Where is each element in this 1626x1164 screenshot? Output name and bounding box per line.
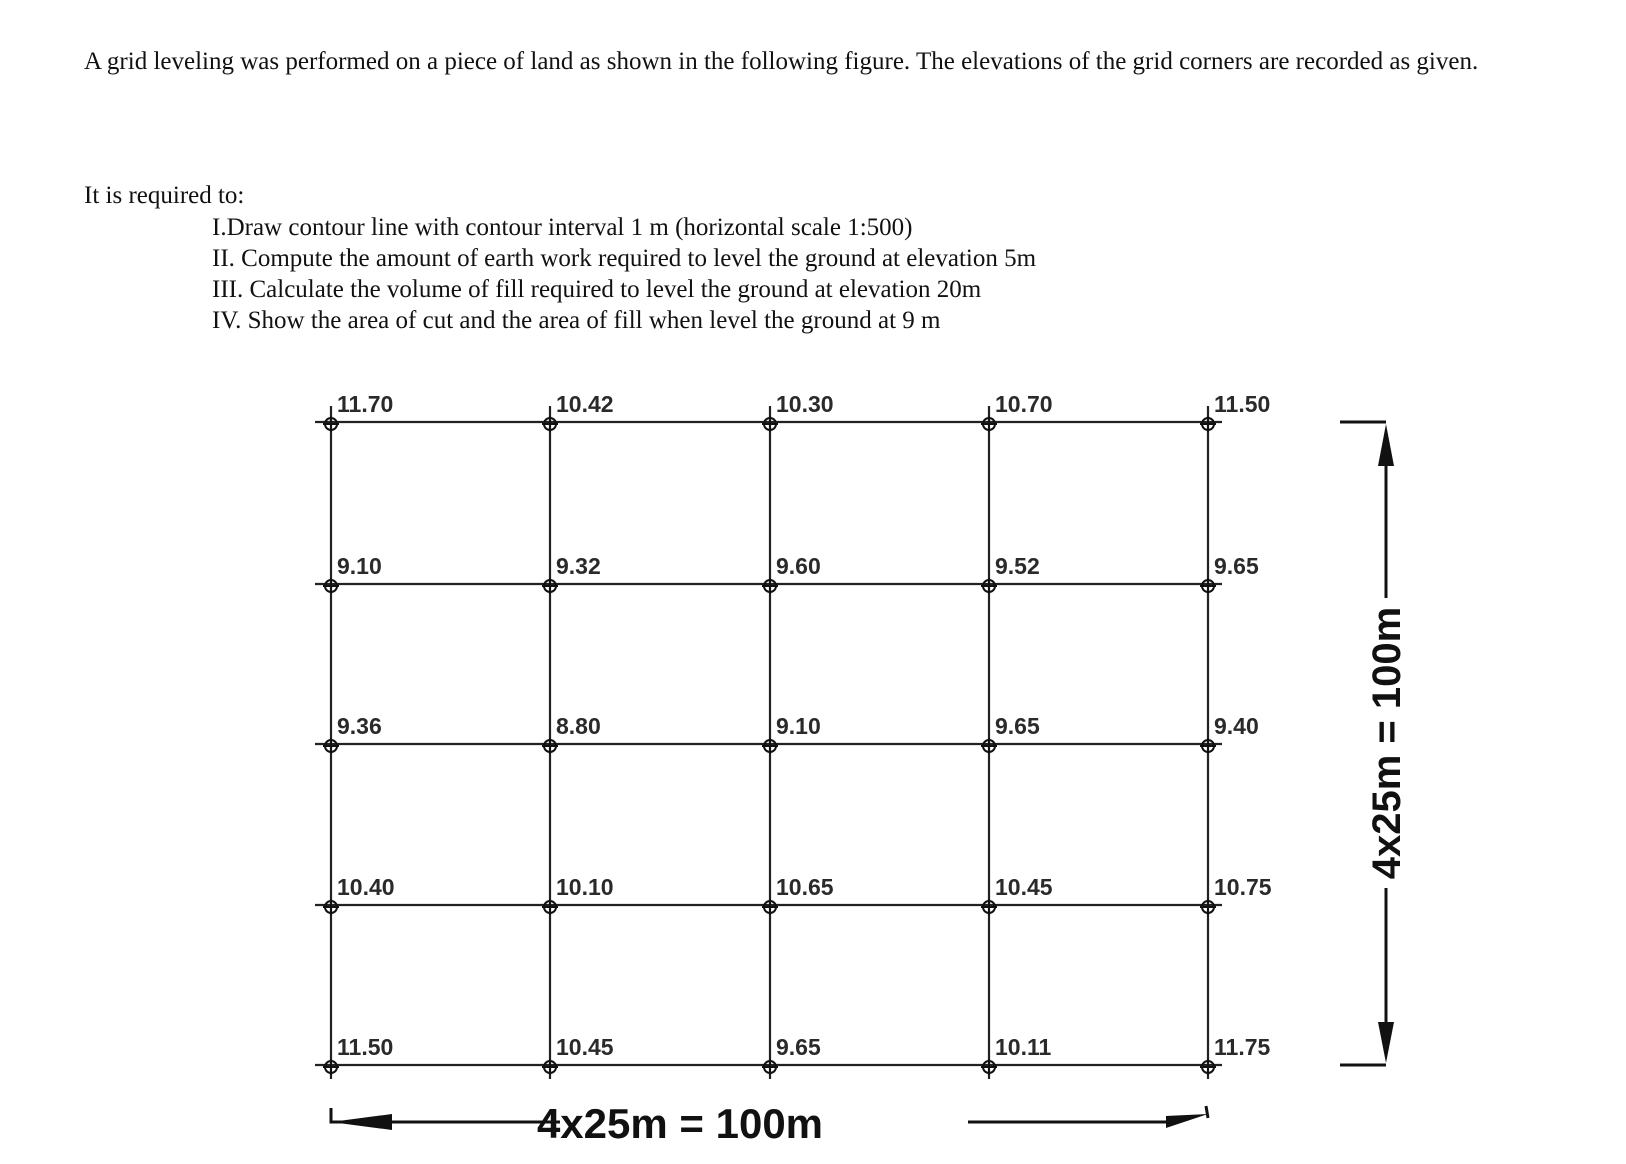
grid-node-marker bbox=[542, 738, 558, 754]
grid-node-marker bbox=[1200, 899, 1216, 915]
elevation-label: 8.80 bbox=[556, 713, 601, 739]
grid-node-marker bbox=[1200, 1059, 1216, 1075]
grid-node-marker bbox=[981, 1059, 997, 1075]
elevation-label: 10.11 bbox=[995, 1034, 1052, 1060]
grid-node-marker bbox=[542, 1059, 558, 1075]
grid-node-marker bbox=[1200, 416, 1216, 432]
elevation-label: 9.52 bbox=[995, 553, 1040, 579]
elevation-label: 10.45 bbox=[995, 874, 1053, 900]
grid-node-marker bbox=[762, 738, 778, 754]
elevation-label: 9.32 bbox=[556, 553, 601, 579]
elevation-label: 9.40 bbox=[1214, 713, 1259, 739]
requirement-3: III. Calculate the volume of fill required to level the ground at elevation 20m bbox=[212, 276, 982, 303]
vertical-dimension-label: 4x25m = 100m bbox=[1365, 606, 1409, 880]
problem-intro: A grid leveling was performed on a piece of land as shown in the following figure. The elevations of the grid corners are recorded as given. bbox=[84, 48, 1479, 75]
elevation-label: 9.65 bbox=[1214, 553, 1259, 579]
horizontal-dimension-label: 4x25m = 100m bbox=[536, 1100, 824, 1147]
elevation-label: 10.42 bbox=[556, 391, 614, 417]
elevation-label: 10.40 bbox=[337, 874, 395, 900]
elevation-label: 11.50 bbox=[337, 1034, 394, 1060]
grid-node-marker bbox=[762, 416, 778, 432]
elevation-label: 9.65 bbox=[776, 1034, 821, 1060]
elevation-label: 11.75 bbox=[1214, 1034, 1271, 1060]
grid-node-marker bbox=[762, 578, 778, 594]
elevation-label: 10.10 bbox=[556, 874, 614, 900]
grid-node-marker bbox=[981, 738, 997, 754]
grid-node-marker bbox=[1200, 738, 1216, 754]
vertical-dim-top-arrow bbox=[1378, 424, 1394, 466]
horizontal-dim-right-tick bbox=[1206, 1106, 1208, 1118]
grid-node-marker bbox=[542, 416, 558, 432]
elevation-label: 9.10 bbox=[337, 553, 382, 579]
grid-node-marker bbox=[323, 578, 339, 594]
elevation-label: 10.30 bbox=[776, 391, 834, 417]
horizontal-dimension bbox=[331, 1100, 1208, 1147]
grid-node-marker bbox=[981, 578, 997, 594]
elevation-label: 10.70 bbox=[995, 391, 1053, 417]
grid-node-marker bbox=[542, 899, 558, 915]
requirement-2: II. Compute the amount of earth work required to level the ground at elevation 5m bbox=[212, 245, 1037, 272]
requirement-4: IV. Show the area of cut and the area of fill when level the ground at 9 m bbox=[212, 307, 941, 334]
horizontal-dim-right-arrow bbox=[1166, 1114, 1208, 1128]
elevation-label: 10.45 bbox=[556, 1034, 614, 1060]
requirements-heading: It is required to: bbox=[84, 182, 245, 209]
elevation-label: 10.75 bbox=[1214, 874, 1272, 900]
grid-node-marker bbox=[323, 1059, 339, 1075]
grid-node-marker bbox=[323, 899, 339, 915]
grid-node-marker bbox=[981, 899, 997, 915]
vertical-dim-bottom-arrow bbox=[1378, 1022, 1394, 1063]
elevation-label: 10.65 bbox=[776, 874, 834, 900]
elevation-label: 9.60 bbox=[776, 553, 821, 579]
grid-node-marker bbox=[762, 1059, 778, 1075]
elevation-label: 11.70 bbox=[337, 391, 394, 417]
grid-node-marker bbox=[762, 899, 778, 915]
grid-node-marker bbox=[323, 738, 339, 754]
grid-node-marker bbox=[981, 416, 997, 432]
elevation-label: 9.65 bbox=[995, 713, 1040, 739]
vertical-dimension bbox=[1340, 422, 1409, 1065]
elevation-label: 9.36 bbox=[337, 713, 382, 739]
grid-node-marker bbox=[1200, 578, 1216, 594]
horizontal-dim-left-arrow bbox=[331, 1114, 392, 1130]
elevation-label: 11.50 bbox=[1214, 391, 1271, 417]
grid-node-marker bbox=[542, 578, 558, 594]
elevation-label: 9.10 bbox=[776, 713, 821, 739]
grid-node-marker bbox=[323, 416, 339, 432]
requirement-1: I.Draw contour line with contour interval 1 m (horizontal scale 1:500) bbox=[212, 214, 913, 241]
